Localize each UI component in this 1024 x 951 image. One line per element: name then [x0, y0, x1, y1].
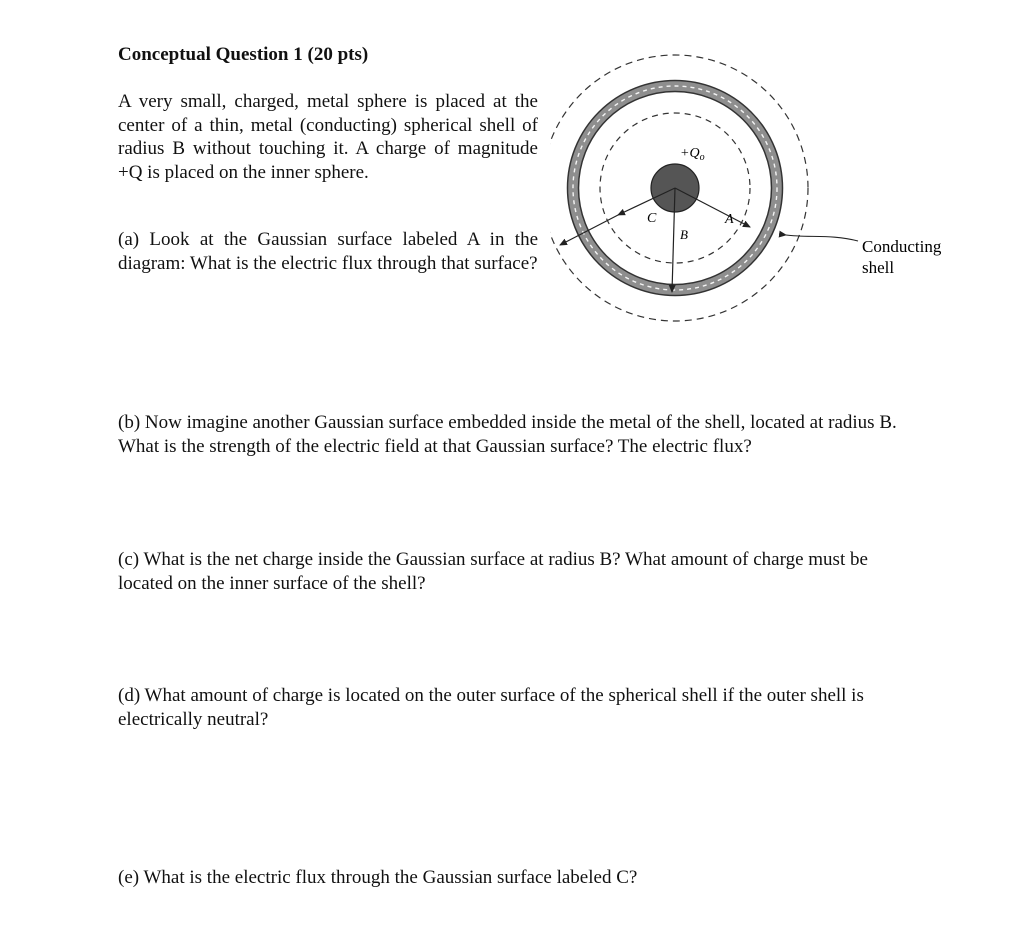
shell-label-line1: Conducting — [862, 237, 942, 256]
question-part-d: (d) What amount of charge is located on the outer surface of the spherical shell if the outer shell is electrically neutral? — [118, 685, 864, 730]
surface-label-a: A — [725, 212, 734, 227]
diagram-svg — [550, 40, 960, 340]
question-part-c: (c) What is the net charge inside the Gaussian surface at radius B? What amount of charge must be located on the inner surface of the shell? — [118, 549, 868, 594]
question-part-a: (a) Look at the Gaussian surface labeled A in the diagram: What is the electric flux through that surface? — [118, 229, 538, 274]
charge-label: $+Q_o$ — [680, 146, 705, 163]
surface-label-b: B — [680, 227, 688, 242]
question-title: Conceptual Question 1 (20 pts) — [118, 44, 369, 65]
question-part-e: (e) What is the electric flux through the Gaussian surface labeled C? — [118, 867, 638, 888]
surface-label-c: C — [647, 211, 657, 226]
question-intro: A very small, charged, metal sphere is placed at the center of a thin, metal (conducting) spherical shell of radius B without touching it. A charge of magnitude +Q is placed on the inner sphere. — [118, 91, 538, 183]
gauss-shell-diagram — [550, 40, 960, 340]
shell-label-line2: shell — [862, 258, 895, 277]
question-part-b: (b) Now imagine another Gaussian surface embedded inside the metal of the shell, located at radius B. What is the strength of the electric field at that Gaussian surface? The electric flux? — [118, 412, 897, 457]
